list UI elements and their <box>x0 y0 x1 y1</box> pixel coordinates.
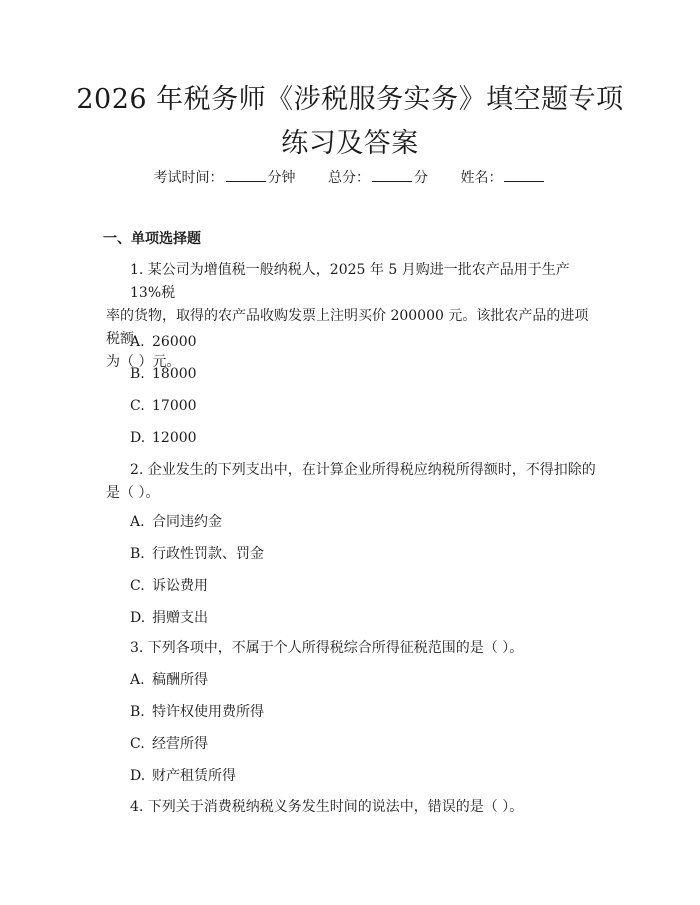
title-line-1: 2026 年税务师《涉税服务实务》填空题专项 <box>76 84 624 115</box>
exam-time-blank <box>226 167 266 182</box>
question-1-line-2: 率的货物，取得的农产品收购发票上注明买价 200000 元。该批农产品的进项税额 <box>106 308 589 347</box>
question-3-option-d <box>130 766 236 786</box>
option-letter: C. <box>130 398 145 414</box>
question-2-option-a <box>130 512 222 532</box>
option-text: 12000 <box>152 430 197 446</box>
question-1-line-3: 为（ ）元。 <box>106 354 181 370</box>
option-text: 稿酬所得 <box>152 672 208 688</box>
total-score-label: 总分： <box>328 170 370 186</box>
total-score-field <box>328 170 428 186</box>
question-1-option-b <box>130 364 197 384</box>
name-blank <box>504 167 544 182</box>
option-letter: B. <box>130 546 145 562</box>
question-1-option-c <box>130 396 197 416</box>
question-1-option-d <box>130 428 197 448</box>
option-text: 26000 <box>152 334 197 350</box>
option-text: 行政性罚款、罚金 <box>152 546 264 562</box>
option-letter: D. <box>130 768 146 784</box>
section-heading: 一、单项选择题 <box>103 231 201 247</box>
option-text: 合同违约金 <box>152 514 222 530</box>
question-1-option-a <box>130 332 197 352</box>
option-text: 财产租赁所得 <box>152 768 236 784</box>
option-letter: A. <box>130 672 145 688</box>
question-4 <box>106 796 596 819</box>
option-letter: C. <box>130 736 145 752</box>
question-2 <box>106 459 596 505</box>
question-2-option-c <box>130 576 208 596</box>
option-text: 经营所得 <box>152 736 208 752</box>
question-1 <box>106 259 596 374</box>
exam-time-label: 考试时间： <box>153 170 224 186</box>
option-letter: D. <box>130 610 146 626</box>
question-2-line-1: 2. 企业发生的下列支出中，在计算企业所得税应纳税所得额时，不得扣除的 <box>130 462 596 478</box>
option-letter: D. <box>130 430 146 446</box>
option-text: 诉讼费用 <box>152 578 208 594</box>
question-3-line-1: 3. 下列各项中，不属于个人所得税综合所得征税范围的是（ ）。 <box>130 640 524 656</box>
option-letter: A. <box>130 514 145 530</box>
question-3-option-c <box>130 734 208 754</box>
question-3-option-b <box>130 702 264 722</box>
option-letter: C. <box>130 578 145 594</box>
question-3-option-a <box>130 670 208 690</box>
exam-time-field <box>154 170 296 186</box>
option-text: 特许权使用费所得 <box>152 704 264 720</box>
total-score-blank <box>372 167 412 182</box>
document-title <box>60 78 640 166</box>
exam-time-unit: 分钟 <box>267 170 296 186</box>
option-text: 18000 <box>152 366 197 382</box>
question-2-option-d <box>130 608 208 628</box>
option-letter: B. <box>130 704 145 720</box>
option-text: 17000 <box>152 398 197 414</box>
title-line-2: 练习及答案 <box>281 128 419 159</box>
name-label: 姓名： <box>460 170 503 186</box>
question-2-line-2: 是（ ）。 <box>106 485 160 501</box>
option-text: 捐赠支出 <box>152 610 208 626</box>
total-score-unit: 分 <box>414 170 428 186</box>
option-letter: A. <box>130 334 145 350</box>
question-3 <box>106 637 596 660</box>
question-1-line-1: 1. 某公司为增值税一般纳税人，2025 年 5 月购进一批农产品用于生产 13%税 <box>130 262 570 301</box>
name-field <box>460 170 546 186</box>
option-letter: B. <box>130 366 145 382</box>
question-4-line-1: 4. 下列关于消费税纳税义务发生时间的说法中，错误的是（ ）。 <box>130 799 524 815</box>
question-2-option-b <box>130 544 264 564</box>
exam-info-row <box>0 167 700 188</box>
